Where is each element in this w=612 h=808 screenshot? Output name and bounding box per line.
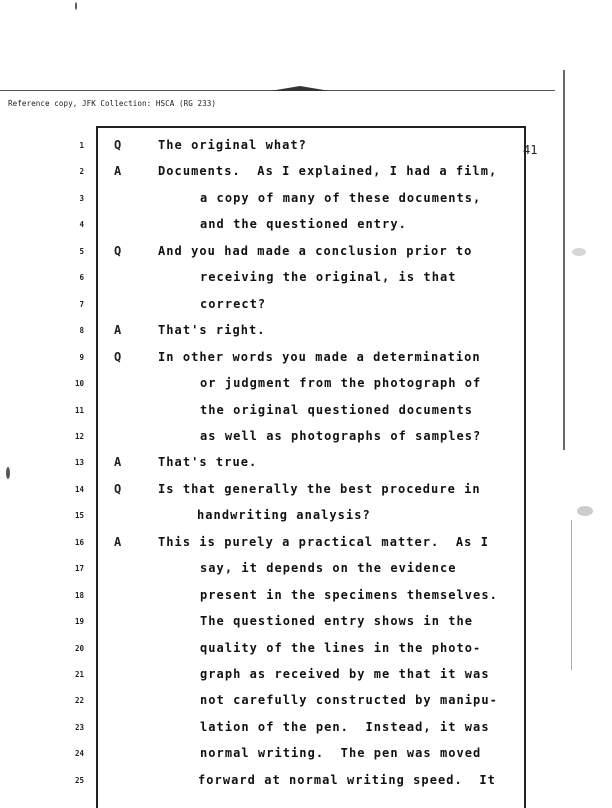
line-text: correct? (200, 296, 267, 311)
line-text: present in the specimens themselves. (200, 587, 498, 602)
transcript-line (0, 376, 612, 396)
line-number: 8 (79, 326, 84, 336)
line-number: 1 (79, 141, 84, 150)
line-number: 25 (74, 775, 84, 785)
line-number: 10 (74, 379, 84, 389)
transcript-line (0, 535, 612, 555)
transcript-line (0, 720, 612, 740)
line-text: handwriting analysis? (197, 508, 371, 523)
line-text: Is that generally the best procedure in (158, 481, 481, 496)
line-text: the original questioned documents (200, 402, 474, 417)
line-text: That's right. (158, 323, 266, 338)
transcript-line (0, 217, 612, 237)
reference-header: Reference copy, JFK Collection: HSCA (RG 233) (8, 99, 216, 108)
speaker-label: Q (114, 349, 122, 364)
line-number: 20 (74, 643, 84, 653)
transcript-line (0, 641, 612, 661)
scan-speck (577, 506, 593, 516)
line-number: 7 (79, 299, 84, 309)
line-number: 21 (74, 670, 84, 679)
line-number: 14 (74, 484, 84, 494)
line-text: graph as received by me that it was (200, 667, 490, 681)
scan-speck (6, 467, 10, 479)
transcript-line (0, 667, 612, 687)
speaker-label: Q (114, 243, 122, 258)
speaker-label: A (114, 455, 122, 470)
line-number: 13 (74, 458, 84, 468)
page-number: 41 (523, 143, 538, 157)
transcript-line (0, 429, 612, 449)
line-number: 11 (74, 405, 84, 415)
line-number: 22 (74, 696, 84, 706)
speaker-label: A (114, 164, 122, 179)
line-number: 12 (74, 431, 84, 441)
line-number: 18 (74, 590, 84, 600)
line-text: That's true. (158, 455, 258, 470)
transcript-line (0, 323, 612, 343)
line-text: quality of the lines in the photo- (200, 640, 482, 655)
line-text: forward at normal writing speed. It (198, 772, 496, 787)
speaker-label: A (114, 323, 122, 338)
line-text: and the questioned entry. (200, 217, 407, 232)
transcript-line (0, 508, 612, 528)
line-number: 23 (74, 722, 84, 732)
transcript-line (0, 746, 612, 766)
transcript-line (0, 693, 612, 713)
speaker-label: Q (114, 138, 122, 152)
line-number: 16 (74, 537, 84, 547)
line-text: This is purely a practical matter. As I (158, 534, 489, 549)
line-text: lation of the pen. Instead, it was (200, 719, 490, 734)
line-number: 6 (79, 273, 84, 283)
line-number: 3 (79, 193, 84, 203)
transcript-line (0, 138, 612, 158)
line-text: And you had made a conclusion prior to (158, 243, 473, 258)
transcript-line (0, 455, 612, 475)
line-text: The questioned entry shows in the (200, 614, 474, 629)
transcript-line (0, 191, 612, 211)
transcript-line (0, 350, 612, 370)
line-text: or judgment from the photograph of (200, 376, 482, 391)
transcript-line (0, 614, 612, 634)
scan-speck (572, 248, 586, 256)
line-text: as well as photographs of samples? (200, 428, 482, 443)
line-text: normal writing. The pen was moved (200, 746, 482, 761)
transcript-line (0, 164, 612, 184)
line-number: 4 (79, 220, 84, 230)
line-text: The original what? (158, 138, 307, 152)
transcript-line (0, 482, 612, 502)
line-number: 9 (79, 352, 84, 362)
scan-speck (75, 2, 77, 10)
transcript-line (0, 244, 612, 264)
transcript-line (0, 773, 612, 793)
line-text: receiving the original, is that (200, 270, 457, 285)
line-text: not carefully constructed by manipu- (200, 693, 498, 708)
transcript-line (0, 588, 612, 608)
line-number: 5 (79, 246, 84, 256)
line-text: Documents. As I explained, I had a film, (158, 164, 498, 179)
line-text: In other words you made a determination (158, 349, 481, 364)
transcript-line (0, 403, 612, 423)
speaker-label: A (114, 534, 122, 549)
scan-artifact (270, 86, 330, 91)
transcript-line (0, 297, 612, 317)
line-text: a copy of many of these documents, (200, 190, 482, 205)
line-number: 19 (74, 617, 84, 627)
transcript-line (0, 270, 612, 290)
transcript-line (0, 561, 612, 581)
line-number: 17 (74, 564, 84, 574)
line-number: 2 (79, 167, 84, 177)
speaker-label: Q (114, 481, 122, 496)
line-text: say, it depends on the evidence (200, 561, 457, 576)
line-number: 24 (74, 749, 84, 759)
line-number: 15 (74, 511, 84, 521)
